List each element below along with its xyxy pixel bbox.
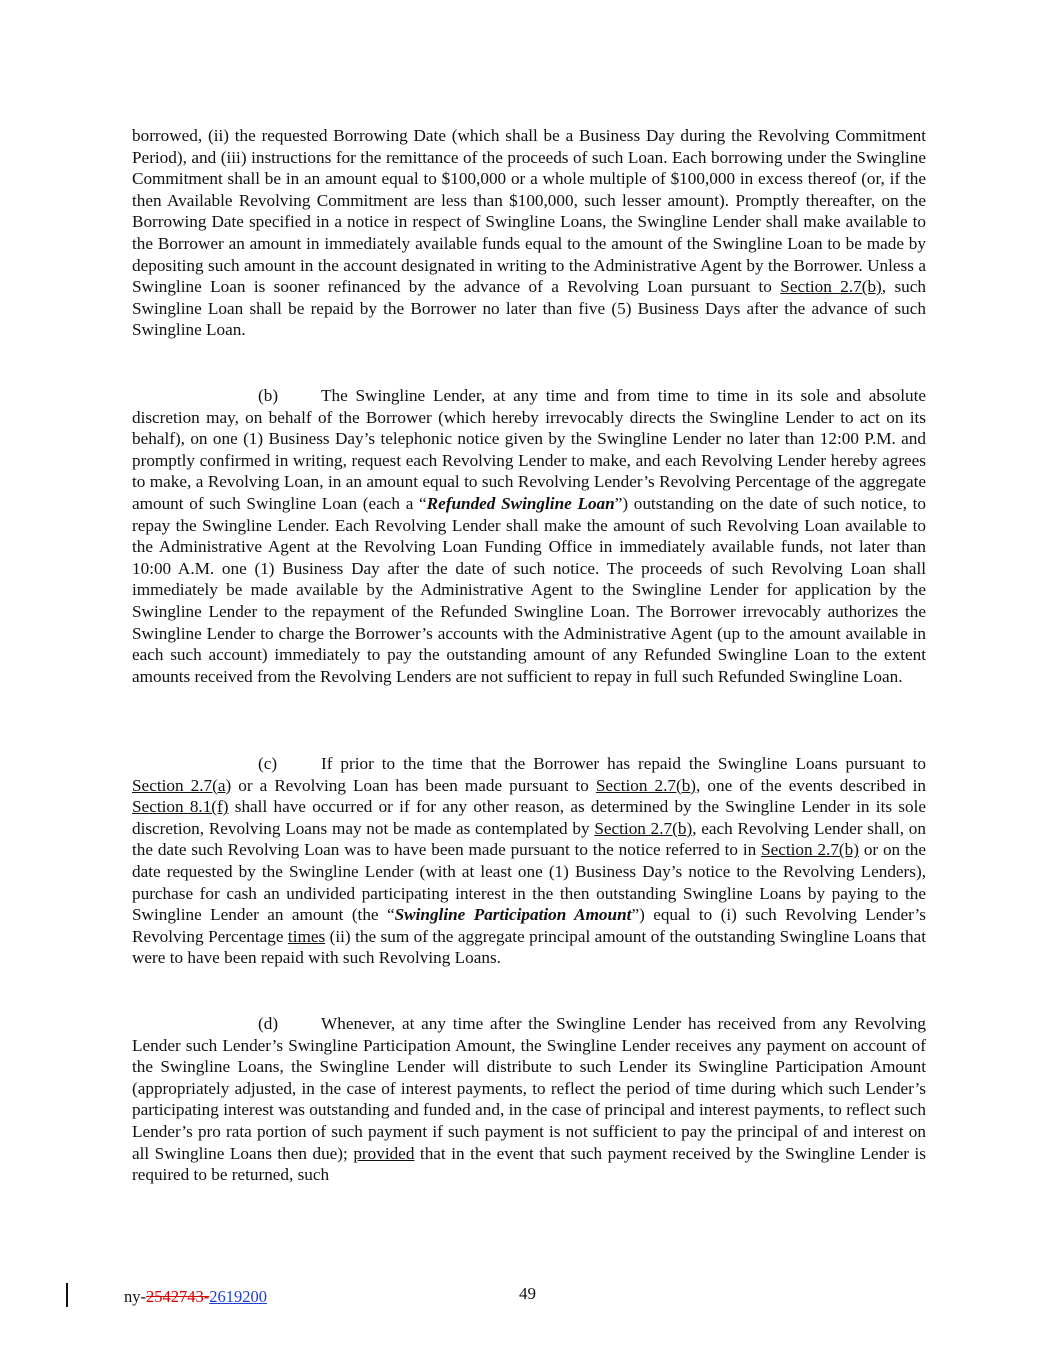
paragraph-b [132, 385, 926, 687]
paragraph-a [132, 125, 926, 341]
text: , one of the events described in [696, 775, 926, 795]
section-reference: Section 2.7(b) [761, 840, 859, 860]
section-reference: Section 2.7(b) [595, 775, 697, 795]
defined-term: Swingline Participation Amount [394, 905, 632, 925]
section-reference: Section 2.7(b) [594, 818, 693, 838]
text: or a Revolving Loan has been made pursuant to [231, 775, 596, 795]
text: that in the event that such payment received by the Swingline Lender is required to be returned, such [132, 1143, 926, 1185]
text: The Swingline Lender, at any time and from time to time in its sole and absolute discretion may, on behalf of the Borrower (which hereby irrevocably directs the Swingline Lender to act on its behalf), on one (1) Business Day’s telephonic notice given by the Swingline Lender no later than 12:00 P.M. and promptly confirmed in writing, request each Revolving Lender to make, and each Revolving Lender hereby agrees to make, a Revolving Loan, in an amount equal to such Revolving Lender’s Revolving Percentage of the aggregate amount of such Swingline Loan (each a “ [132, 386, 926, 513]
text: borrowed, (ii) the requested Borrowing Date (which shall be a Business Day during the Revolving Commitment Period), and (iii) instructions for the remittance of the proceeds of such Loan. Each borrowing under the Swingline Commitment shall be in an amount equal to $100,000 or a whole multiple of $100,000 in excess thereof (or, if the then Available Revolving Commitment are less than $100,000, such lesser amount). Promptly thereafter, on the Borrowing Date specified in a notice in respect of Swingline Loans, the Swingline Lender shall make available to the Borrower an amount in immediately available funds equal to the amount of the Swingline Loan to be made by depositing such amount in the account designated in writing to the Administrative Agent by the Borrower. Unless a Swingline Loan is sooner refinanced by the advance of a Revolving Loan pursuant to [132, 126, 926, 297]
text: , such Swingline Loan shall be repaid by the Borrower no later than five (5) Business Days after the advance of such Swingline Loan. [132, 277, 926, 340]
text: shall have occurred or if for any other reason, as determined by the Swingline Lender in its sole discretion, Revolving Loans may not be made as contemplated by [132, 797, 926, 838]
paragraph-d [132, 1013, 926, 1186]
emphasis-times: times [287, 926, 326, 946]
inserted-document-number: 2619200 [209, 1287, 267, 1306]
paragraph-label: (d) [258, 1014, 279, 1033]
emphasis-provided: provided [353, 1143, 415, 1163]
section-reference: Section 2.7(a) [132, 775, 232, 795]
deleted-document-number: 2542743- [146, 1287, 210, 1306]
paragraph-label: (b) [258, 386, 279, 405]
document-id-prefix: ny- [124, 1287, 146, 1306]
text: Whenever, at any time after the Swingline Lender has received from any Revolving Lender such Lender’s Swingline Participation Amount, the Swingline Lender receives any payment on account of the Swingline Loans, the Swingline Lender will distribute to such Lender its Swingline Participation Amount (appropriately adjusted, in the case of interest payments, to reflect the period of time during which such Lender’s participating interest was outstanding and funded and, in the case of principal and interest payments, to reflect such Lender’s pro rata portion of such payment if such payment is not sufficient to pay the principal of and interest on all Swingline Loans then due); [132, 1014, 926, 1163]
text: (ii) the sum of the aggregate principal amount of the outstanding Swingline Loans that were to have been repaid with such Revolving Loans. [132, 926, 926, 968]
page-number: 49 [519, 1284, 536, 1303]
text: , each Revolving Lender shall, on the date such Revolving Loan was to have been made pursuant to the notice referred to in [132, 818, 926, 860]
text: or on the date requested by the Swingline Lender (with at least one (1) Business Day’s notice to the Revolving Lenders), purchase for cash an undivided participating interest in the then outstanding Swingline Loans by paying to the Swingline Lender an amount (the “ [132, 840, 926, 925]
text: ”) outstanding on the date of such notice, to repay the Swingline Lender. Each Revolving Lender shall make the amount of such Revolving Loan available to the Administrative Agent at the Revolving Loan Funding Office in immediately available funds, not later than 10:00 A.M. one (1) Business Day after the date of such notice. The proceeds of such Revolving Loan shall immediately be made available by the Administrative Agent to the Swingline Lender for application by the Swingline Lender to the repayment of the Refunded Swingline Loan. The Borrower irrevocably authorizes the Swingline Lender to charge the Borrower’s accounts with the Administrative Agent (up to the amount available in each such account) immediately to pay the outstanding amount of any Refunded Swingline Loan to the extent amounts received from the Revolving Lenders are not sufficient to repay in full such Refunded Swingline Loan. [132, 493, 927, 686]
section-reference: Section 8.1(f) [132, 797, 229, 817]
text: If prior to the time that the Borrower has repaid the Swingline Loans pursuant to [321, 754, 926, 773]
section-reference: Section 2.7(b) [780, 277, 882, 297]
text: ”) equal to (i) such Revolving Lender’s Revolving Percentage [132, 905, 926, 946]
defined-term: Refunded Swingline Loan [426, 493, 615, 513]
paragraph-c [132, 753, 926, 969]
paragraph-label: (c) [258, 754, 278, 773]
